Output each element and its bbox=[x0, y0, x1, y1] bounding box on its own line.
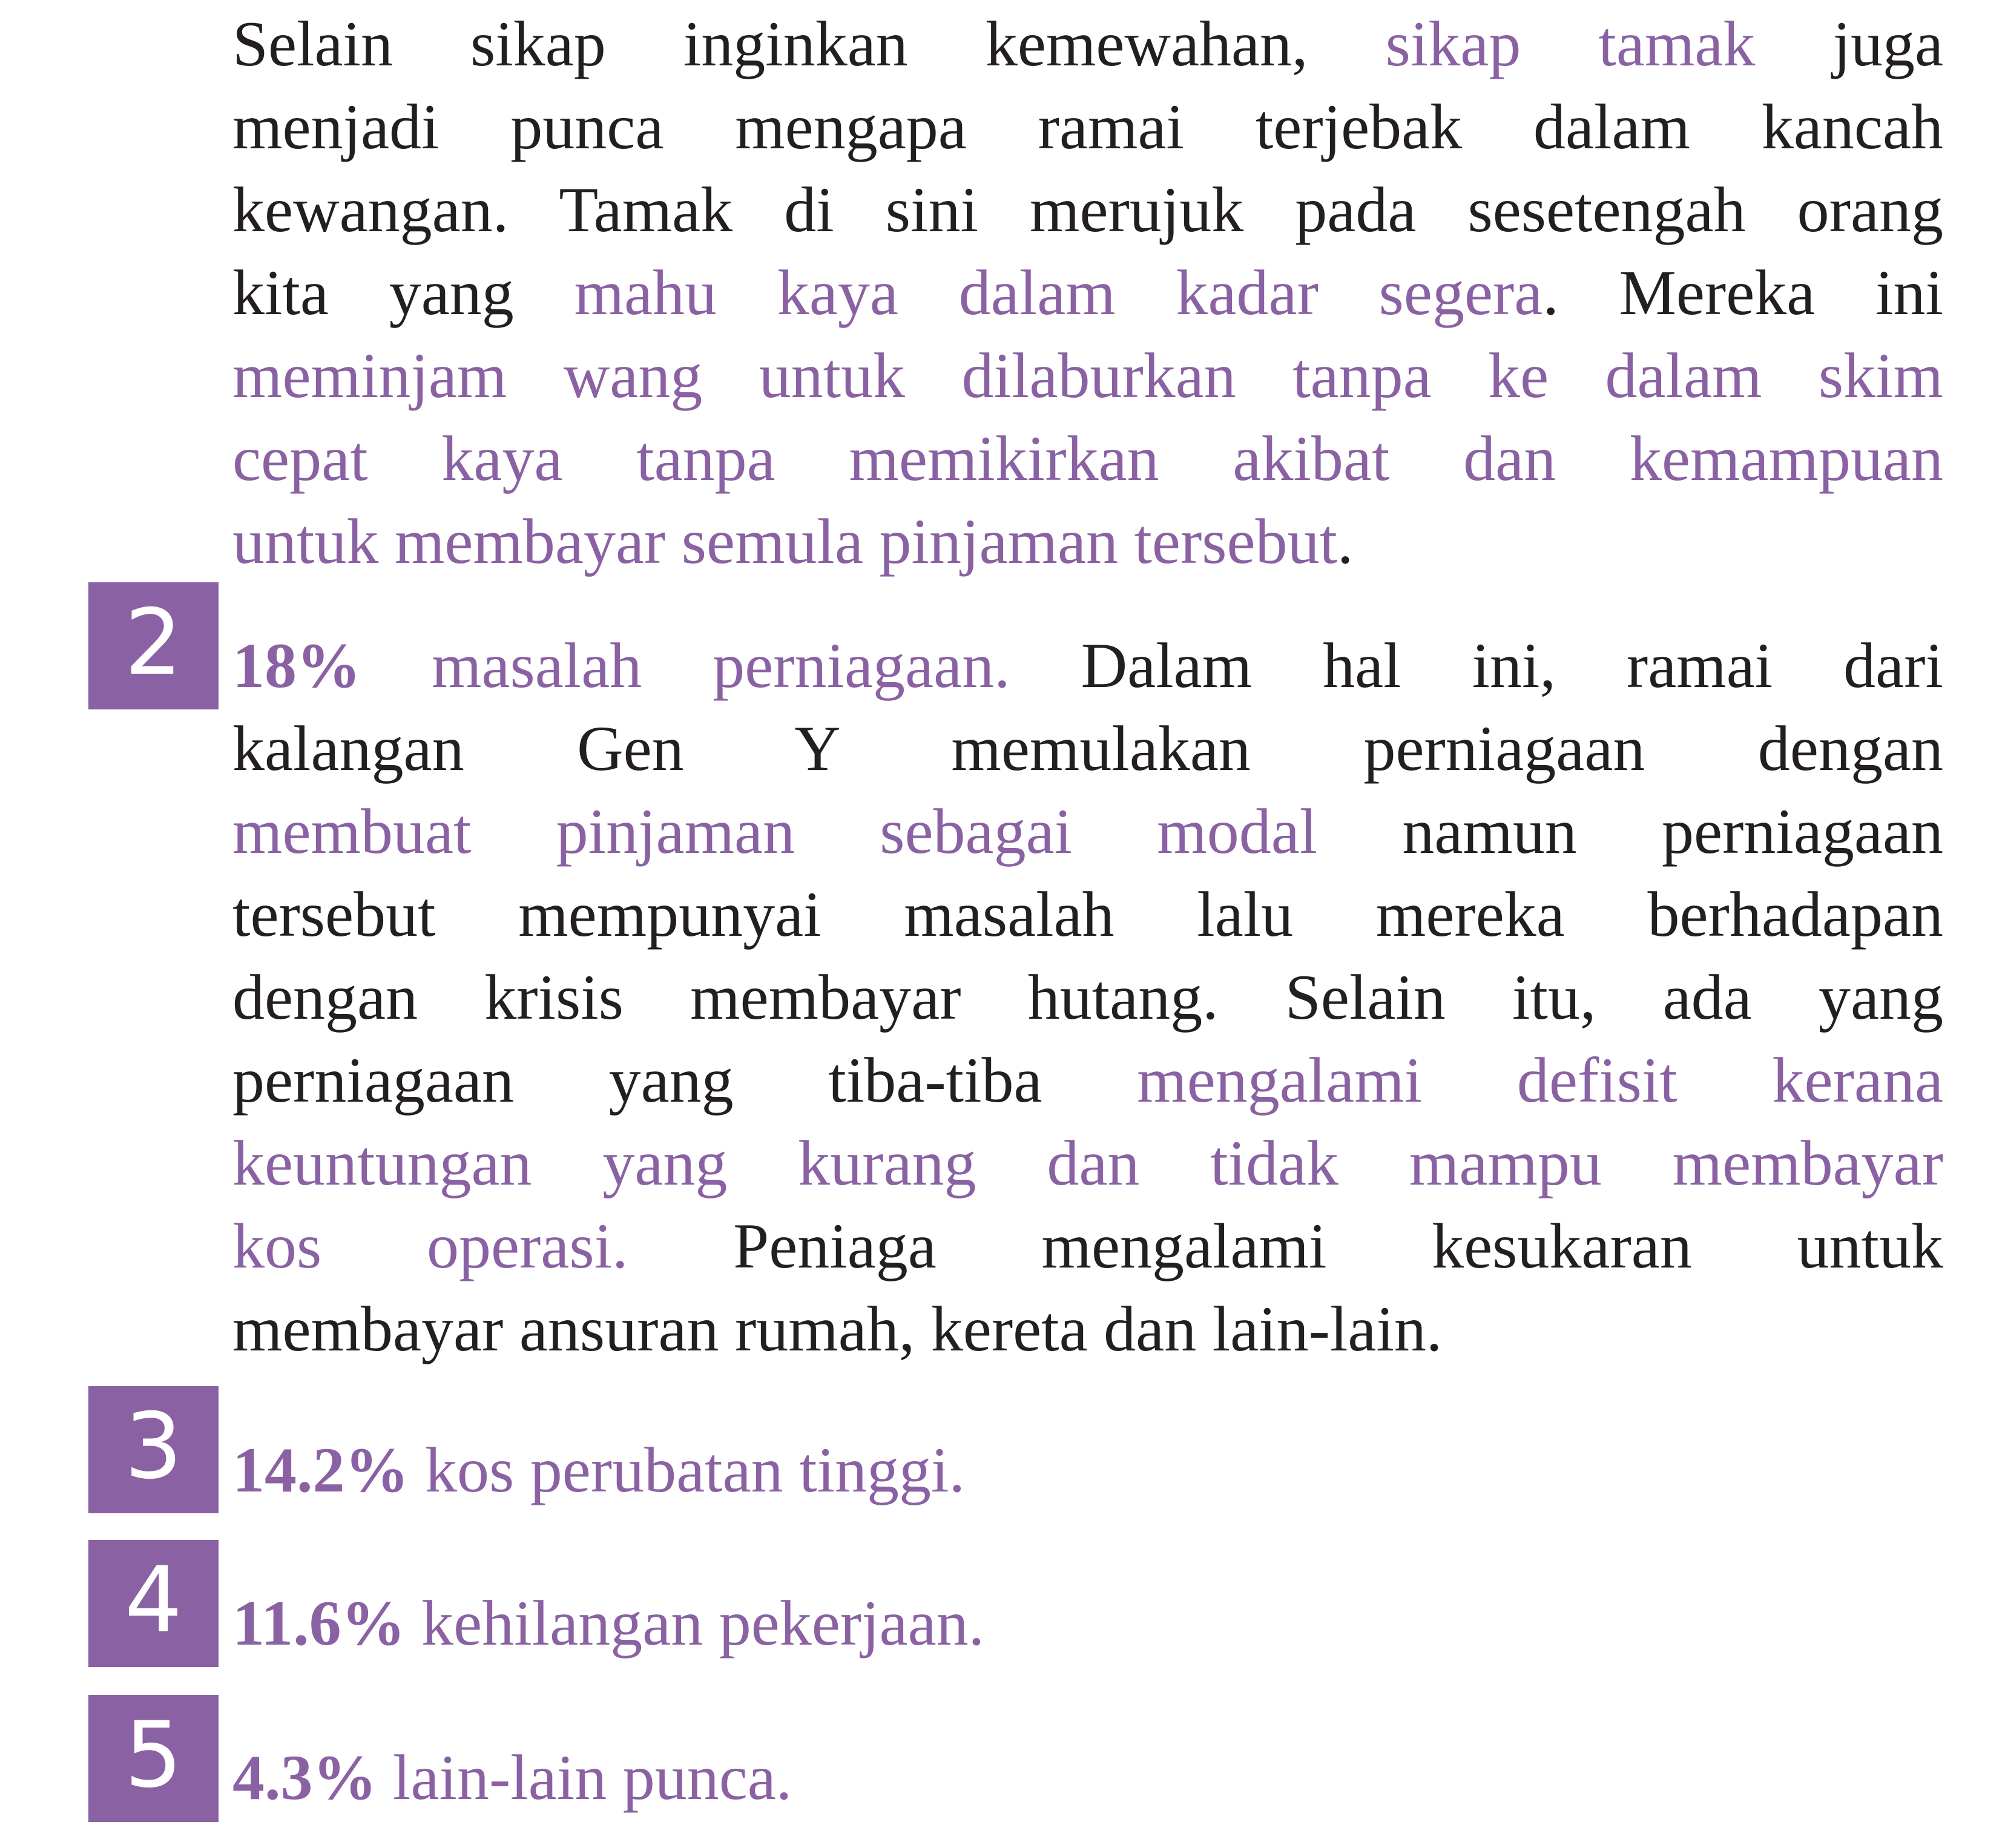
item-text: kos perubatan tinggi. bbox=[409, 1435, 965, 1505]
item-text: kehilangan pekerjaan. bbox=[405, 1588, 985, 1659]
item-lain-lain-punca bbox=[232, 1736, 792, 1819]
highlight-text: masalah perniagaan. bbox=[361, 630, 1010, 701]
body-text: kita yang bbox=[232, 257, 575, 328]
paragraph-sikap-tamak bbox=[232, 2, 1943, 583]
highlight-text: kos operasi. bbox=[232, 1211, 628, 1281]
number-badge-5: 5 bbox=[88, 1695, 219, 1822]
highlight-text: sikap tamak bbox=[1385, 8, 1756, 79]
text-line bbox=[232, 334, 1943, 417]
text-line bbox=[232, 2, 1943, 85]
body-text: . Mereka ini bbox=[1542, 257, 1944, 328]
text-line bbox=[232, 1205, 1943, 1287]
highlight-text: keuntungan yang kurang dan tidak mampu membayar bbox=[232, 1128, 1943, 1199]
body-text: Selain sikap inginkan kemewahan, bbox=[232, 8, 1386, 79]
item-kos-perubatan bbox=[232, 1429, 965, 1511]
body-text: kalangan Gen Y memulakan perniagaan dengan bbox=[232, 713, 1943, 784]
highlight-text: mahu kaya dalam kadar segera bbox=[574, 257, 1543, 328]
body-text: membayar ansuran rumah, kereta dan lain-lain. bbox=[232, 1294, 1443, 1364]
text-line bbox=[232, 956, 1943, 1039]
item-percent: 11.6% bbox=[232, 1588, 406, 1659]
item-percent: 4.3% bbox=[232, 1742, 377, 1813]
number-badge-2: 2 bbox=[88, 582, 219, 709]
highlight-text: mengalami defisit kerana bbox=[1137, 1045, 1943, 1116]
number-badge-4: 4 bbox=[88, 1540, 219, 1667]
body-text: perniagaan yang tiba-tiba bbox=[232, 1045, 1137, 1116]
text-line bbox=[232, 873, 1943, 956]
body-text: dengan krisis membayar hutang. Selain itu, ada yang bbox=[232, 962, 1943, 1033]
paragraph-masalah-perniagaan bbox=[232, 624, 1943, 1370]
body-text: juga bbox=[1755, 8, 1944, 79]
highlight-text: untuk membayar semula pinjaman tersebut bbox=[232, 506, 1338, 577]
body-text: tersebut mempunyai masalah lalu mereka berhadapan bbox=[232, 879, 1943, 950]
percent-text: 18% bbox=[232, 630, 361, 701]
highlight-text: meminjam wang untuk dilaburkan tanpa ke dalam skim bbox=[232, 340, 1943, 411]
body-text: Peniaga mengalami kesukaran untuk bbox=[628, 1211, 1943, 1281]
highlight-text: membuat pinjaman sebagai modal bbox=[232, 796, 1318, 867]
body-text: kewangan. Tamak di sini merujuk pada sesetengah orang bbox=[232, 174, 1943, 245]
text-line bbox=[232, 251, 1943, 334]
number-badge-3: 3 bbox=[88, 1386, 219, 1513]
text-line bbox=[232, 1287, 1943, 1370]
body-text: . bbox=[1337, 506, 1354, 577]
text-line bbox=[232, 417, 1943, 500]
item-kehilangan-pekerjaan bbox=[232, 1582, 984, 1665]
body-text: menjadi punca mengapa ramai terjebak dalam kancah bbox=[232, 91, 1943, 162]
text-line bbox=[232, 168, 1943, 251]
body-text: Dalam hal ini, ramai dari bbox=[1010, 630, 1943, 701]
text-line bbox=[232, 707, 1943, 790]
body-text: namun perniagaan bbox=[1317, 796, 1943, 867]
text-line bbox=[232, 790, 1943, 873]
text-line bbox=[232, 1039, 1943, 1122]
highlight-text: cepat kaya tanpa memikirkan akibat dan kemampuan bbox=[232, 423, 1943, 494]
text-line bbox=[232, 624, 1943, 707]
text-line bbox=[232, 85, 1943, 168]
item-text: lain-lain punca. bbox=[377, 1742, 792, 1813]
text-line bbox=[232, 1122, 1943, 1205]
text-line bbox=[232, 500, 1943, 583]
item-percent: 14.2% bbox=[232, 1435, 409, 1505]
